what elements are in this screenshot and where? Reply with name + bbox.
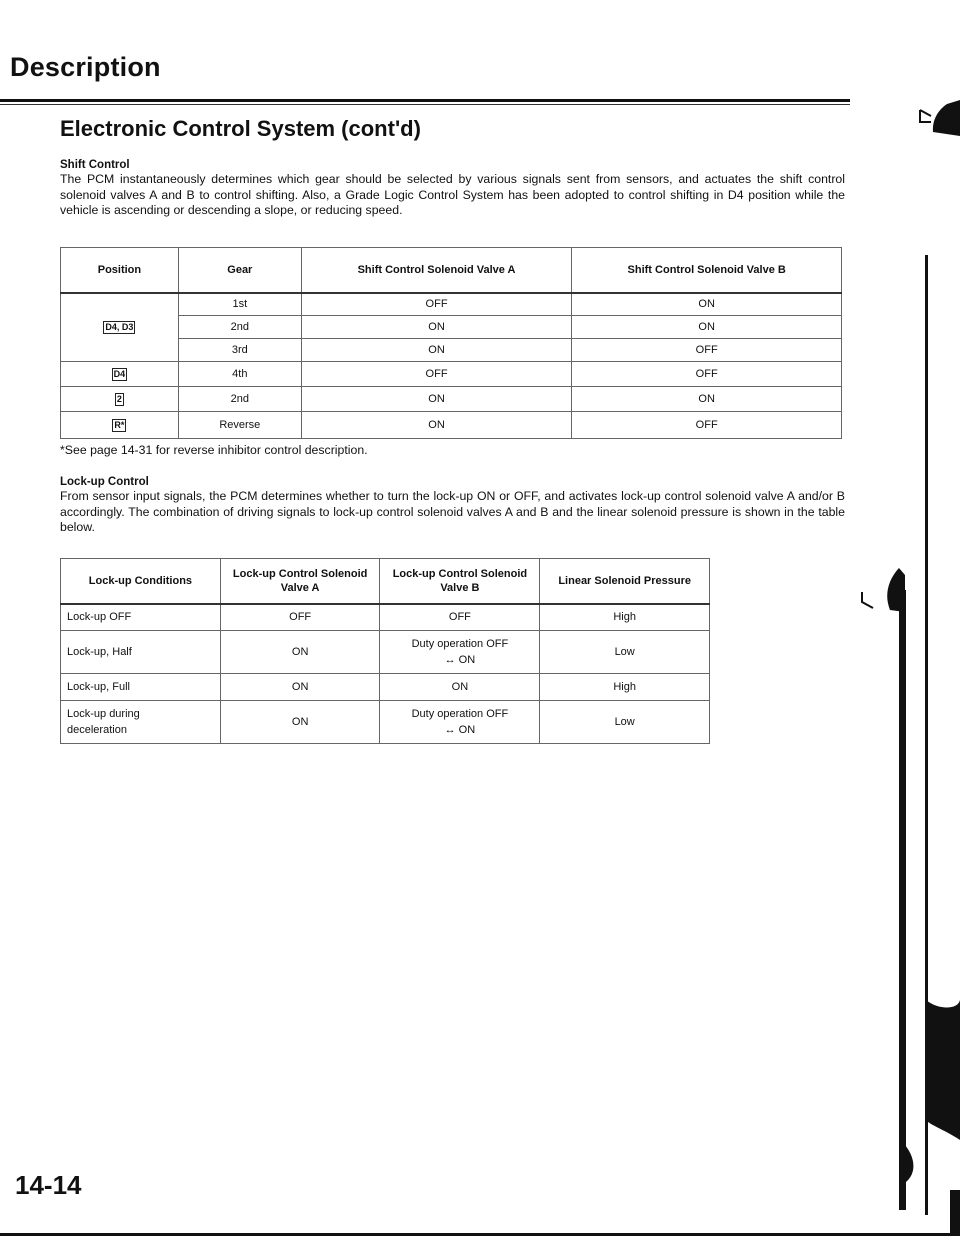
header-linear-pressure: Linear Solenoid Pressure <box>540 559 710 604</box>
header-valve-b: Shift Control Solenoid Valve B <box>572 248 842 293</box>
valve-b-cell: Duty operation OFF ↔ ON <box>380 701 540 744</box>
pressure-cell: Low <box>540 701 710 744</box>
valve-a-cell: ON <box>301 387 572 412</box>
header-lockup-conditions: Lock-up Conditions <box>61 559 221 604</box>
pressure-cell: High <box>540 674 710 701</box>
bottom-rule <box>0 1233 960 1236</box>
valve-b-cell: ON <box>572 293 842 316</box>
valve-a-cell: ON <box>220 674 380 701</box>
gear-cell: 4th <box>178 362 301 387</box>
position-cell: D4 <box>61 362 179 387</box>
header-lockup-valve-b: Lock-up Control Solenoid Valve B <box>380 559 540 604</box>
valve-a-cell: ON <box>220 631 380 674</box>
pressure-cell: High <box>540 604 710 631</box>
valve-a-cell: OFF <box>301 362 572 387</box>
header-gear: Gear <box>178 248 301 293</box>
valve-a-cell: ON <box>220 701 380 744</box>
lockup-control-heading: Lock-up Control <box>60 476 149 488</box>
page-title: Description <box>10 52 161 82</box>
header-lockup-valve-a: Lock-up Control Solenoid Valve A <box>220 559 380 604</box>
gear-cell: 1st <box>178 293 301 316</box>
position-cell: R* <box>61 412 179 439</box>
gear-cell: Reverse <box>178 412 301 439</box>
valve-b-cell: ON <box>572 387 842 412</box>
valve-b-cell: OFF <box>572 339 842 362</box>
shift-control-paragraph: The PCM instantaneously determines which gear should be selected by various signals sent from sensors, and actuates the shift control solenoid valves A and B to control shifting. Also, a Grade Logic Control System has been adopted to control shifting in D4 position while the vehicle is ascending or descending a slope, or reducing speed. <box>60 172 845 218</box>
gear-cell: 3rd <box>178 339 301 362</box>
condition-cell: Lock-up, Half <box>61 631 221 674</box>
pressure-cell: Low <box>540 631 710 674</box>
condition-cell: Lock-up during deceleration <box>61 701 221 744</box>
valve-a-cell: OFF <box>301 293 572 316</box>
position-cell: D4, D3 <box>61 293 179 362</box>
page-number: 14-14 <box>15 1170 82 1200</box>
position-cell: 2 <box>61 387 179 412</box>
valve-b-cell: OFF <box>572 362 842 387</box>
valve-b-cell: OFF <box>572 412 842 439</box>
valve-a-cell: OFF <box>220 604 380 631</box>
gear-cell: 2nd <box>178 387 301 412</box>
valve-b-cell: ON <box>380 674 540 701</box>
header-position: Position <box>61 248 179 293</box>
footnote: *See page 14-31 for reverse inhibitor control description. <box>60 443 368 457</box>
lockup-control-paragraph: From sensor input signals, the PCM determines whether to turn the lock-up ON or OFF, and activates lock-up control solenoid valve A and/or B accordingly. The combination of driving signals to lock-up control solenoid valves A and B and the linear solenoid pressure is shown in the table below. <box>60 489 845 535</box>
gear-cell: 2nd <box>178 316 301 339</box>
shift-control-heading: Shift Control <box>60 159 130 171</box>
condition-cell: Lock-up OFF <box>61 604 221 631</box>
valve-b-cell: ON <box>572 316 842 339</box>
condition-cell: Lock-up, Full <box>61 674 221 701</box>
valve-b-cell: Duty operation OFF ↔ ON <box>380 631 540 674</box>
valve-a-cell: ON <box>301 339 572 362</box>
valve-a-cell: ON <box>301 316 572 339</box>
valve-b-cell: OFF <box>380 604 540 631</box>
header-valve-a: Shift Control Solenoid Valve A <box>301 248 572 293</box>
valve-a-cell: ON <box>301 412 572 439</box>
section-title: Electronic Control System (cont'd) <box>60 116 421 141</box>
